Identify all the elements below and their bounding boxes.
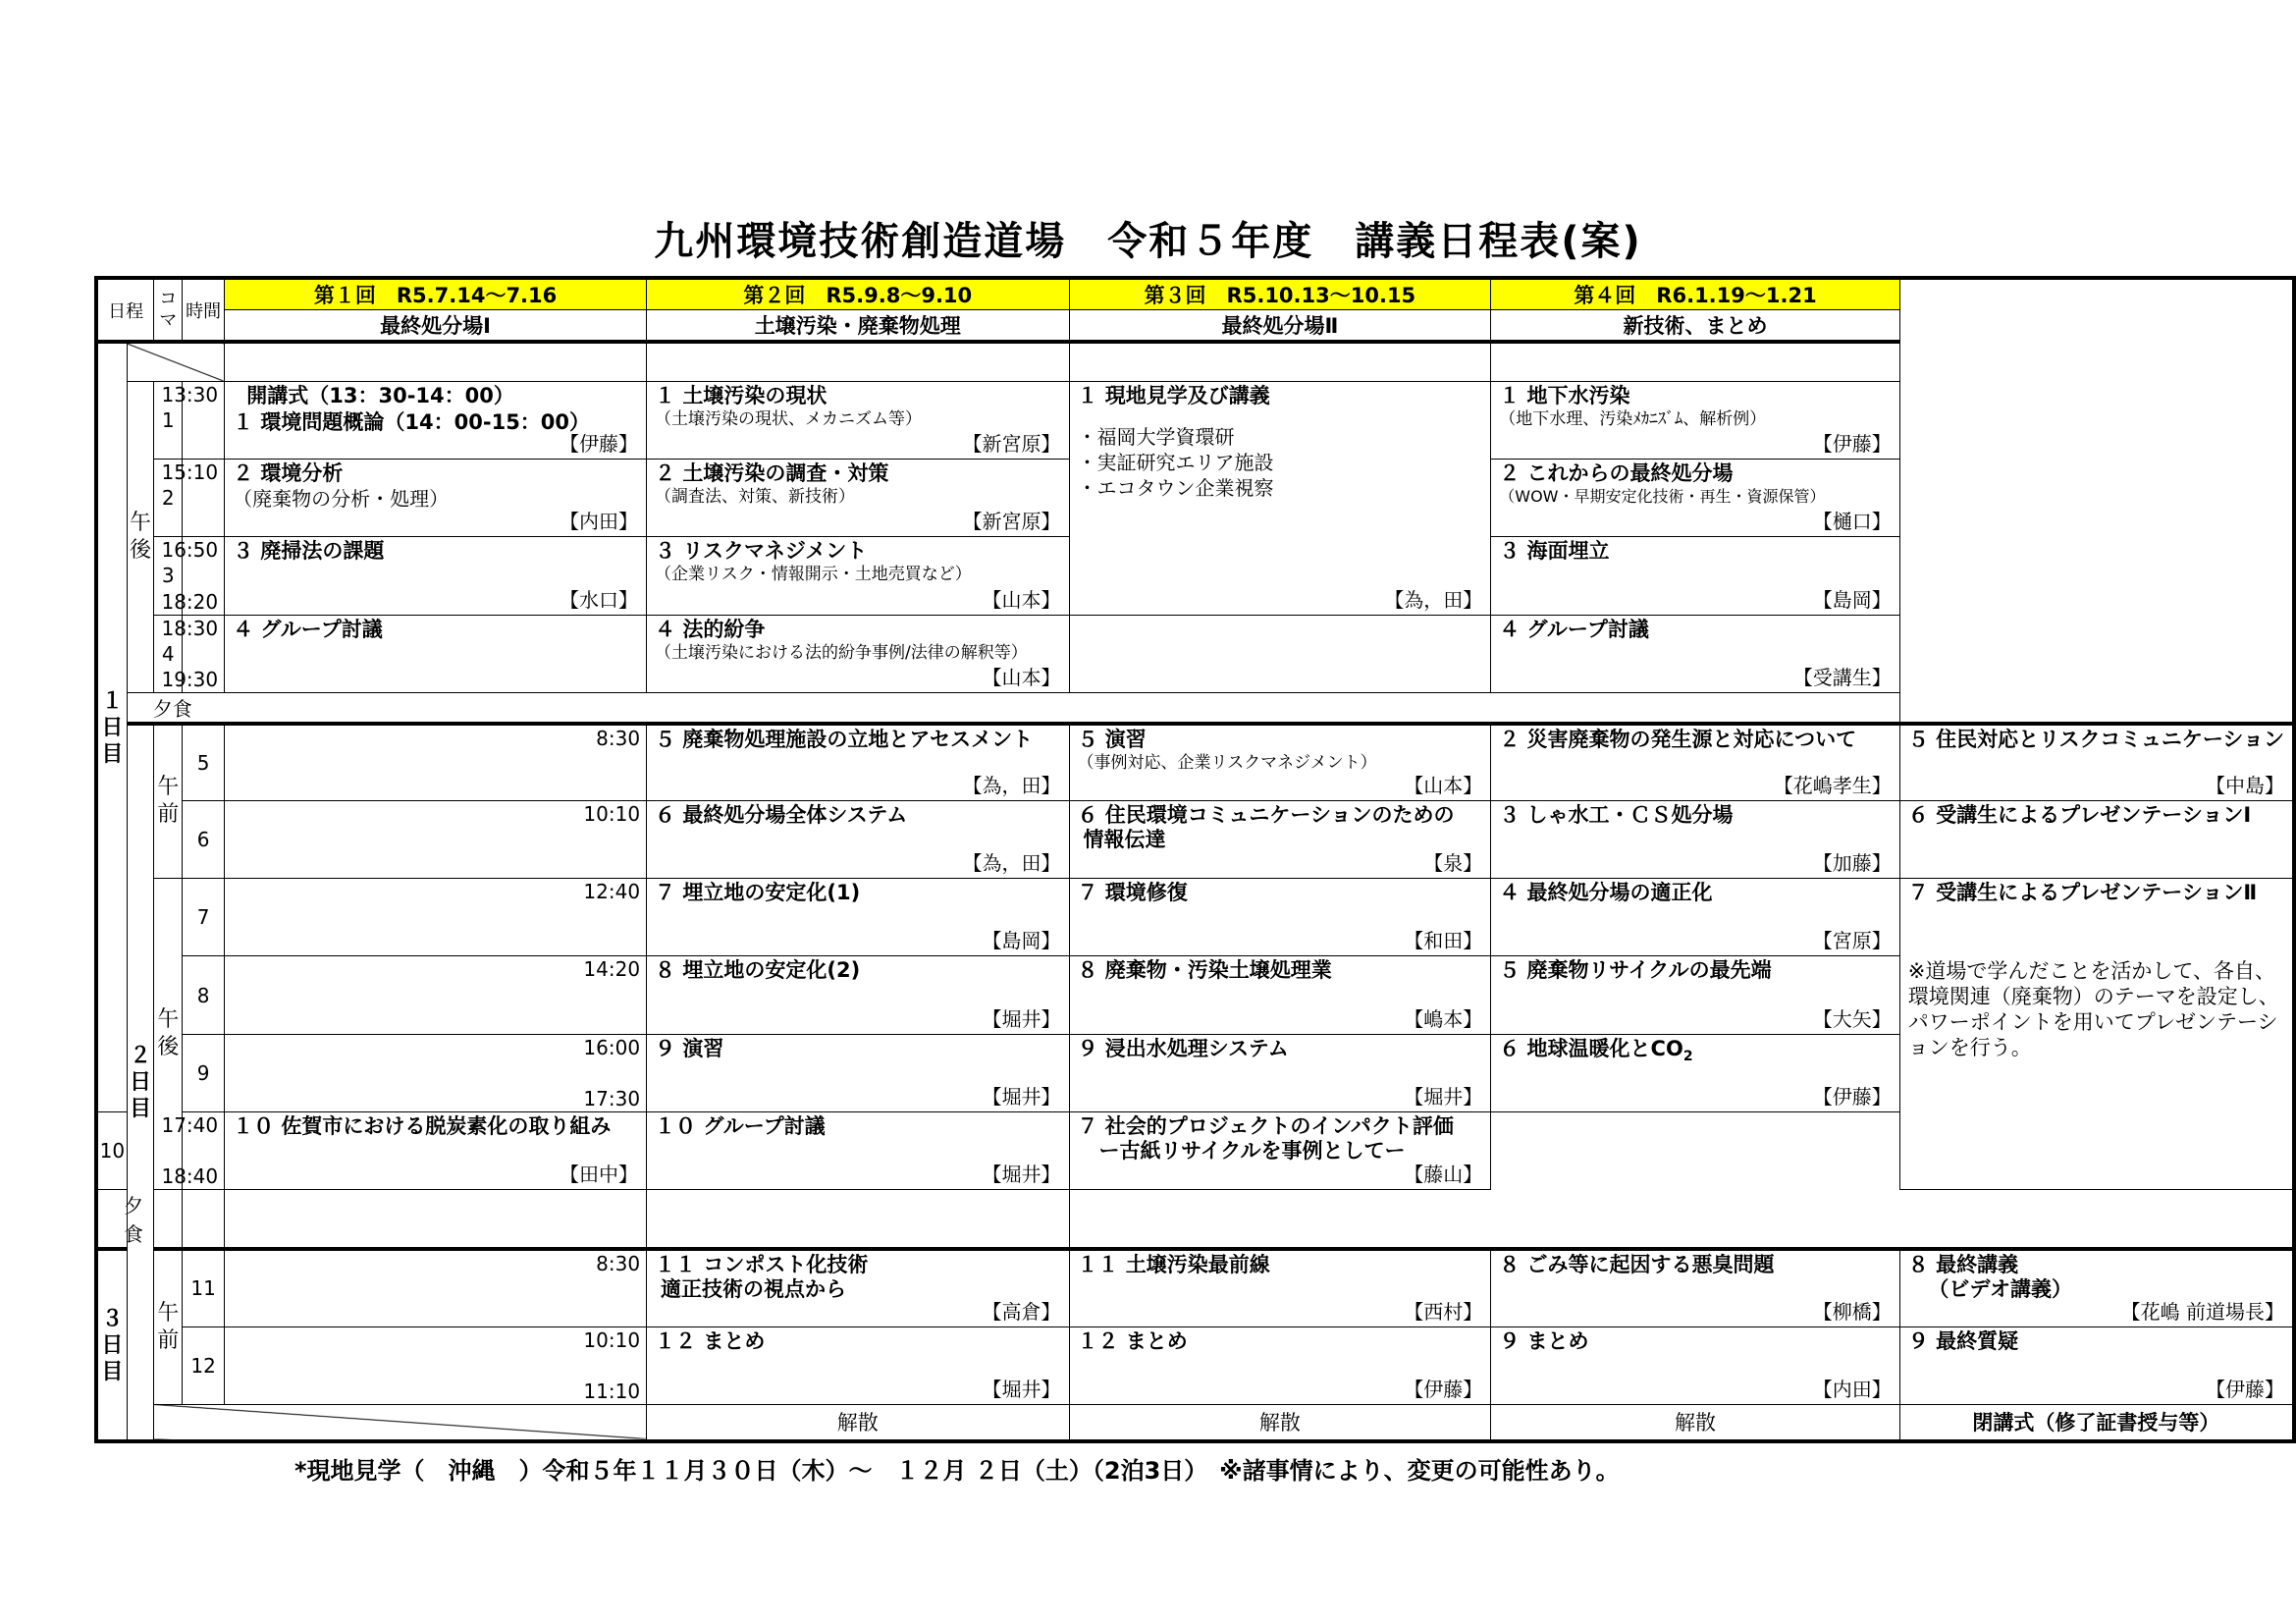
lecturer: 【西村】 <box>1404 1299 1483 1324</box>
lecture-cell: ３ リスクマネジメント （企業リスク・情報開示・土地売買など） 【山本】 <box>647 536 1069 615</box>
session-2-dates: 第２回 R5.9.8～9.10 <box>647 278 1069 310</box>
lecture-cell: ５ 廃棄物処理施設の立地とアセスメント 【為，田】 <box>647 724 1069 801</box>
session-3-dates: 第３回 R5.10.13～10.15 <box>1069 278 1491 310</box>
lecture-cell: １１ 土壌汚染最前線 【西村】 <box>1069 1249 1491 1326</box>
lecturer: 【泉】 <box>1423 851 1483 875</box>
lecture-cell: ９ 浸出水処理システム 【堀井】 <box>1069 1035 1491 1112</box>
lecture-cell: １ 土壌汚染の現状 （土壌汚染の現状、メカニズム等） 【新宮原】 <box>647 381 1069 459</box>
lecture-cell: ８ 最終講義 （ビデオ講義） 【花嶋 前道場長】 <box>1899 1249 2294 1326</box>
schedule-table <box>94 276 2296 1443</box>
blank-cell <box>1491 342 1900 381</box>
dismissal-3: 解散 <box>1491 1404 1900 1441</box>
lecture-cell: ２ これからの最終処分場 （WOW・早期安定化技術・再生・資源保管） 【樋口】 <box>1491 459 1900 536</box>
koma-12: 12 <box>183 1326 225 1404</box>
lecturer: 【山本】 <box>982 587 1061 612</box>
lecture-cell: ９ まとめ 【内田】 <box>1491 1326 1900 1404</box>
blank-cell <box>225 1190 647 1250</box>
lecture-cell: ７ 社会的プロジェクトのインパクト評価 ー古紙リサイクルを事例としてー 【藤山】 <box>1069 1112 1491 1190</box>
lecture-cell: ８ 廃棄物・汚染土壌処理業 【嶋本】 <box>1069 956 1491 1035</box>
lecture-cell: ３ 海面埋立 【島岡】 <box>1491 536 1900 615</box>
lecture-cell: 開講式（13：30-14：00） １ 環境問題概論（14：00-15：00） 【伊藤】 <box>225 381 647 459</box>
lecturer: 【高倉】 <box>982 1299 1061 1324</box>
lecture-cell: ４ グループ討議 <box>225 615 647 692</box>
lecturer: 【内田】 <box>1812 1377 1892 1401</box>
lecture-cell: １ 地下水汚染 （地下水理、汚染ﾒｶﾆｽﾞﾑ、解析例） 【伊藤】 <box>1491 381 1900 459</box>
lecture-cell: ５ 住民対応とリスクコミュニケーション 【中島】 <box>1899 724 2294 801</box>
koma-5: 5 <box>183 724 225 801</box>
time-slot-1: 13:30 <box>183 381 225 459</box>
blank-cell <box>183 1190 225 1250</box>
koma-6: 6 <box>183 801 225 879</box>
lecturer: 【新宮原】 <box>962 431 1061 456</box>
lecture-cell: ５ 廃棄物リサイクルの最先端 【大矢】 <box>1491 956 1900 1035</box>
lecturer: 【堀井】 <box>982 1007 1061 1031</box>
time-slot-4: 18:30 19:30 <box>183 615 225 692</box>
lecture-cell: １２ まとめ 【伊藤】 <box>1069 1326 1491 1404</box>
koma-11: 11 <box>183 1249 225 1326</box>
blank-cell <box>154 1190 183 1250</box>
time-slot-12: 10:10 11:10 <box>225 1326 647 1404</box>
lecturer: 【柳橋】 <box>1812 1299 1892 1324</box>
time-slot-6: 10:10 <box>225 801 647 879</box>
lecturer: 【伊藤】 <box>2206 1377 2284 1401</box>
header-time: 時間 <box>183 278 225 342</box>
header-day: 日程 <box>96 278 154 342</box>
lecture-cell: ４ グループ討議 【受講生】 <box>1491 615 1900 692</box>
lecture-cell: ２ 災害廃棄物の発生源と対応について 【花嶋孝生】 <box>1491 724 1900 801</box>
time-slot-3: 16:50 18:20 <box>183 536 225 615</box>
presentation-note: ※道場で学んだことを活かして、各自、環境関連（廃棄物）のテーマを設定し、パワーポイントを用いてプレゼンテーションを行う。 <box>1907 959 2279 1059</box>
blank-cell <box>647 342 1069 381</box>
lecturer: 【為，田】 <box>962 851 1061 875</box>
dismissal-1: 解散 <box>647 1404 1069 1441</box>
dinner-label: 夕食 <box>96 1190 154 1250</box>
blank-cell <box>647 1190 1069 1250</box>
lecturer: 【伊藤】 <box>1812 1085 1892 1109</box>
session-1-dates: 第１回 R5.7.14～7.16 <box>225 278 647 310</box>
lecture-cell: １１ コンポスト化技術 適正技術の視点から 【高倉】 <box>647 1249 1069 1326</box>
lecturer: 【水口】 <box>560 587 639 612</box>
lecture-cell: ３ 廃掃法の課題 【水口】 <box>225 536 647 615</box>
pm-label: 午 後 <box>127 381 154 692</box>
time-slot-8: 14:20 <box>225 956 647 1035</box>
lecture-cell: ５ 演習 （事例対応、企業リスクマネジメント） 【山本】 <box>1069 724 1491 801</box>
lecture-cell: ６ 住民環境コミュニケーションのための 情報伝達 【泉】 <box>1069 801 1491 879</box>
time-slot-9: 16:00 17:30 <box>225 1035 647 1112</box>
lecture-cell <box>1069 615 1491 692</box>
koma-9: 9 <box>183 1035 225 1112</box>
lecturer: 【伊藤】 <box>560 431 639 456</box>
lecture-cell: ４ 法的紛争 （土壌汚染における法的紛争事例/法律の解釈等） 【山本】 <box>647 615 1069 692</box>
koma-7: 7 <box>183 879 225 956</box>
lecturer: 【受講生】 <box>1792 665 1892 689</box>
time-slot-5: 8:30 <box>225 724 647 801</box>
time-slot-2: 15:10 <box>183 459 225 536</box>
lecture-cell: ８ ごみ等に起因する悪臭問題 【柳橋】 <box>1491 1249 1900 1326</box>
lecturer: 【樋口】 <box>1812 509 1892 533</box>
lecture-cell: ９ 最終質疑 【伊藤】 <box>1899 1326 2294 1404</box>
footnote: *現地見学（ 沖縄 ）令和５年１１月３０日（木）～ １２月 ２日（土）（2泊3日） ※諸事情により、変更の可能性あり。 <box>294 1457 1620 1485</box>
lecturer: 【島岡】 <box>1812 587 1892 612</box>
lecturer: 【伊藤】 <box>1404 1377 1483 1401</box>
lecture-cell: ２ 土壌汚染の調査・対策 （調査法、対策、新技術） 【新宮原】 <box>647 459 1069 536</box>
blank-cell <box>225 342 647 381</box>
lecturer: 【山本】 <box>982 665 1061 689</box>
am-label: 午 前 <box>154 724 183 879</box>
day-1-label: １ 日 目 <box>96 342 127 1112</box>
lecturer: 【大矢】 <box>1812 1007 1892 1031</box>
lecturer: 【宮原】 <box>1812 929 1892 952</box>
time-slot-7: 12:40 <box>225 879 647 956</box>
koma-4: 4 <box>154 615 183 692</box>
lecturer: 【伊藤】 <box>1812 431 1892 456</box>
lecture-cell: ４ 最終処分場の適正化 【宮原】 <box>1491 879 1900 956</box>
lecturer: 【島岡】 <box>982 929 1061 952</box>
koma-3: 3 <box>154 536 183 615</box>
lecture-cell: ２ 環境分析 （廃棄物の分析・処理） 【内田】 <box>225 459 647 536</box>
dismissal-2: 解散 <box>1069 1404 1491 1441</box>
koma-2: 2 <box>154 459 183 536</box>
lecturer: 【加藤】 <box>1812 851 1892 875</box>
dinner-label: 夕食 <box>127 692 1899 724</box>
lecturer: 【中島】 <box>2206 774 2284 797</box>
pm-label: 午 後 <box>154 879 183 1190</box>
lecturer: 【嶋本】 <box>1404 1007 1483 1031</box>
lecture-cell: ８ 埋立地の安定化(2) 【堀井】 <box>647 956 1069 1035</box>
diagonal-cell <box>154 1404 647 1441</box>
session-3-theme: 最終処分場Ⅱ <box>1069 310 1491 343</box>
lecturer: 【藤山】 <box>1404 1163 1483 1186</box>
lecturer: 【田中】 <box>560 1163 639 1186</box>
session-1-theme: 最終処分場Ⅰ <box>225 310 647 343</box>
lecturer: 【内田】 <box>560 509 639 533</box>
lecture-cell: １０ 佐賀市における脱炭素化の取り組み 【田中】 <box>225 1112 647 1190</box>
lecturer: 【堀井】 <box>982 1163 1061 1186</box>
lecturer: 【為，田】 <box>1384 587 1483 612</box>
lecture-cell: ６ 受講生によるプレゼンテーションⅠ <box>1899 801 2294 879</box>
time-slot-11: 8:30 <box>225 1249 647 1326</box>
lecture-cell: １０ グループ討議 【堀井】 <box>647 1112 1069 1190</box>
lecturer: 【山本】 <box>1404 774 1483 797</box>
lecturer: 【為，田】 <box>962 774 1061 797</box>
diagonal-cell <box>127 342 224 381</box>
header-koma: コ マ <box>154 278 183 342</box>
lecture-cell: ９ 演習 【堀井】 <box>647 1035 1069 1112</box>
time-slot-10: 17:40 18:40 <box>183 1112 225 1190</box>
lecture-cell: ６ 地球温暖化と$CO_2$ 【伊藤】 <box>1491 1035 1900 1112</box>
lecture-cell: ３ しゃ水工・ＣＳ処分場 【加藤】 <box>1491 801 1900 879</box>
page-title: 九州環境技術創造道場 令和５年度 講義日程表(案) <box>654 219 1642 264</box>
closing-ceremony: 閉講式（修了証書授与等） <box>1899 1404 2294 1441</box>
lecturer: 【堀井】 <box>1404 1085 1483 1109</box>
koma-8: 8 <box>183 956 225 1035</box>
day-3-label: ３ 日 目 <box>96 1249 127 1441</box>
lecturer: 【堀井】 <box>982 1085 1061 1109</box>
session-4-theme: 新技術、まとめ <box>1491 310 1900 343</box>
lecturer: 【和田】 <box>1404 929 1483 952</box>
lecturer: 【堀井】 <box>982 1377 1061 1401</box>
lecturer: 【花嶋 前道場長】 <box>2120 1299 2284 1324</box>
lecturer: 【花嶋孝生】 <box>1773 774 1892 797</box>
lecturer: 【新宮原】 <box>962 509 1061 533</box>
session-4-dates: 第４回 R6.1.19～1.21 <box>1491 278 1900 310</box>
lecture-cell: ７ 受講生によるプレゼンテーションⅡ ※道場で学んだことを活かして、各自、環境関連（廃棄物）のテーマを設定し、パワーポイントを用いてプレゼンテーションを行う。 <box>1899 879 2294 1190</box>
koma-1: 1 <box>154 381 183 459</box>
day-2-label: ２ 日 目 <box>127 724 154 1442</box>
blank-cell <box>1069 342 1491 381</box>
session-2-theme: 土壌汚染・廃棄物処理 <box>647 310 1069 343</box>
lecture-cell: ６ 最終処分場全体システム 【為，田】 <box>647 801 1069 879</box>
koma-10: 10 <box>96 1112 127 1190</box>
lecture-cell: １ 現地見学及び講義 ・福岡大学資環研 ・実証研究エリア施設 ・エコタウン企業視察 【為，田】 <box>1069 381 1491 615</box>
lecture-cell: ７ 環境修復 【和田】 <box>1069 879 1491 956</box>
am-label: 午 前 <box>154 1249 183 1404</box>
lecture-cell: ７ 埋立地の安定化(1) 【島岡】 <box>647 879 1069 956</box>
lecture-cell: １２ まとめ 【堀井】 <box>647 1326 1069 1404</box>
